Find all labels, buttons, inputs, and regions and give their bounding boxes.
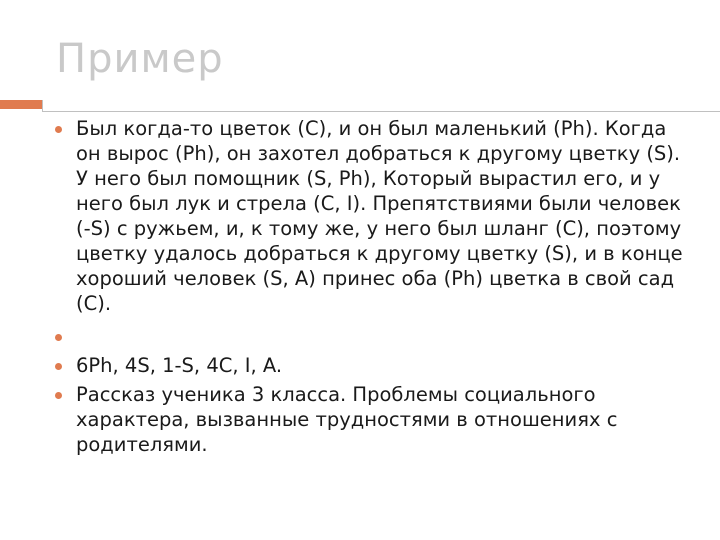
- bullet-list: [54, 116, 694, 457]
- bullet-dot-icon: [55, 363, 62, 370]
- slide-title: Пример: [56, 36, 224, 82]
- bullet-dot-icon: [55, 334, 62, 341]
- bullet-text: Был когда-то цветок (С), и он был маленький (Ph). Когда он вырос (Ph), он захотел добраться к другому цветку (S). У него был помощник (S, Ph), Который вырастил его, и у него был лук и стрела (С, I). Препятствиями были человек (-S) с ружьем, и, к тому же, у него был шланг (С), поэтому цветку удалось добраться к другому цветку (S), и в конце хороший человек (S, A) принес оба (Ph) цветка в свой сад (С).: [76, 117, 683, 315]
- bullet-dot-icon: [55, 392, 62, 399]
- bullet-item-author: [54, 382, 694, 457]
- divider-horizontal: [42, 111, 720, 112]
- bullet-dot-icon: [55, 126, 62, 133]
- bullet-item-story: [54, 116, 694, 316]
- bullet-item-summary: [54, 353, 694, 378]
- bullet-text: 6Ph, 4S, 1-S, 4С, I, A.: [76, 354, 283, 377]
- bullet-text: Рассказ ученика 3 класса. Проблемы социального характера, вызванные трудностями в отношениях с родителями.: [76, 383, 618, 456]
- accent-bar: [0, 100, 42, 109]
- bullet-item-empty: [54, 324, 694, 349]
